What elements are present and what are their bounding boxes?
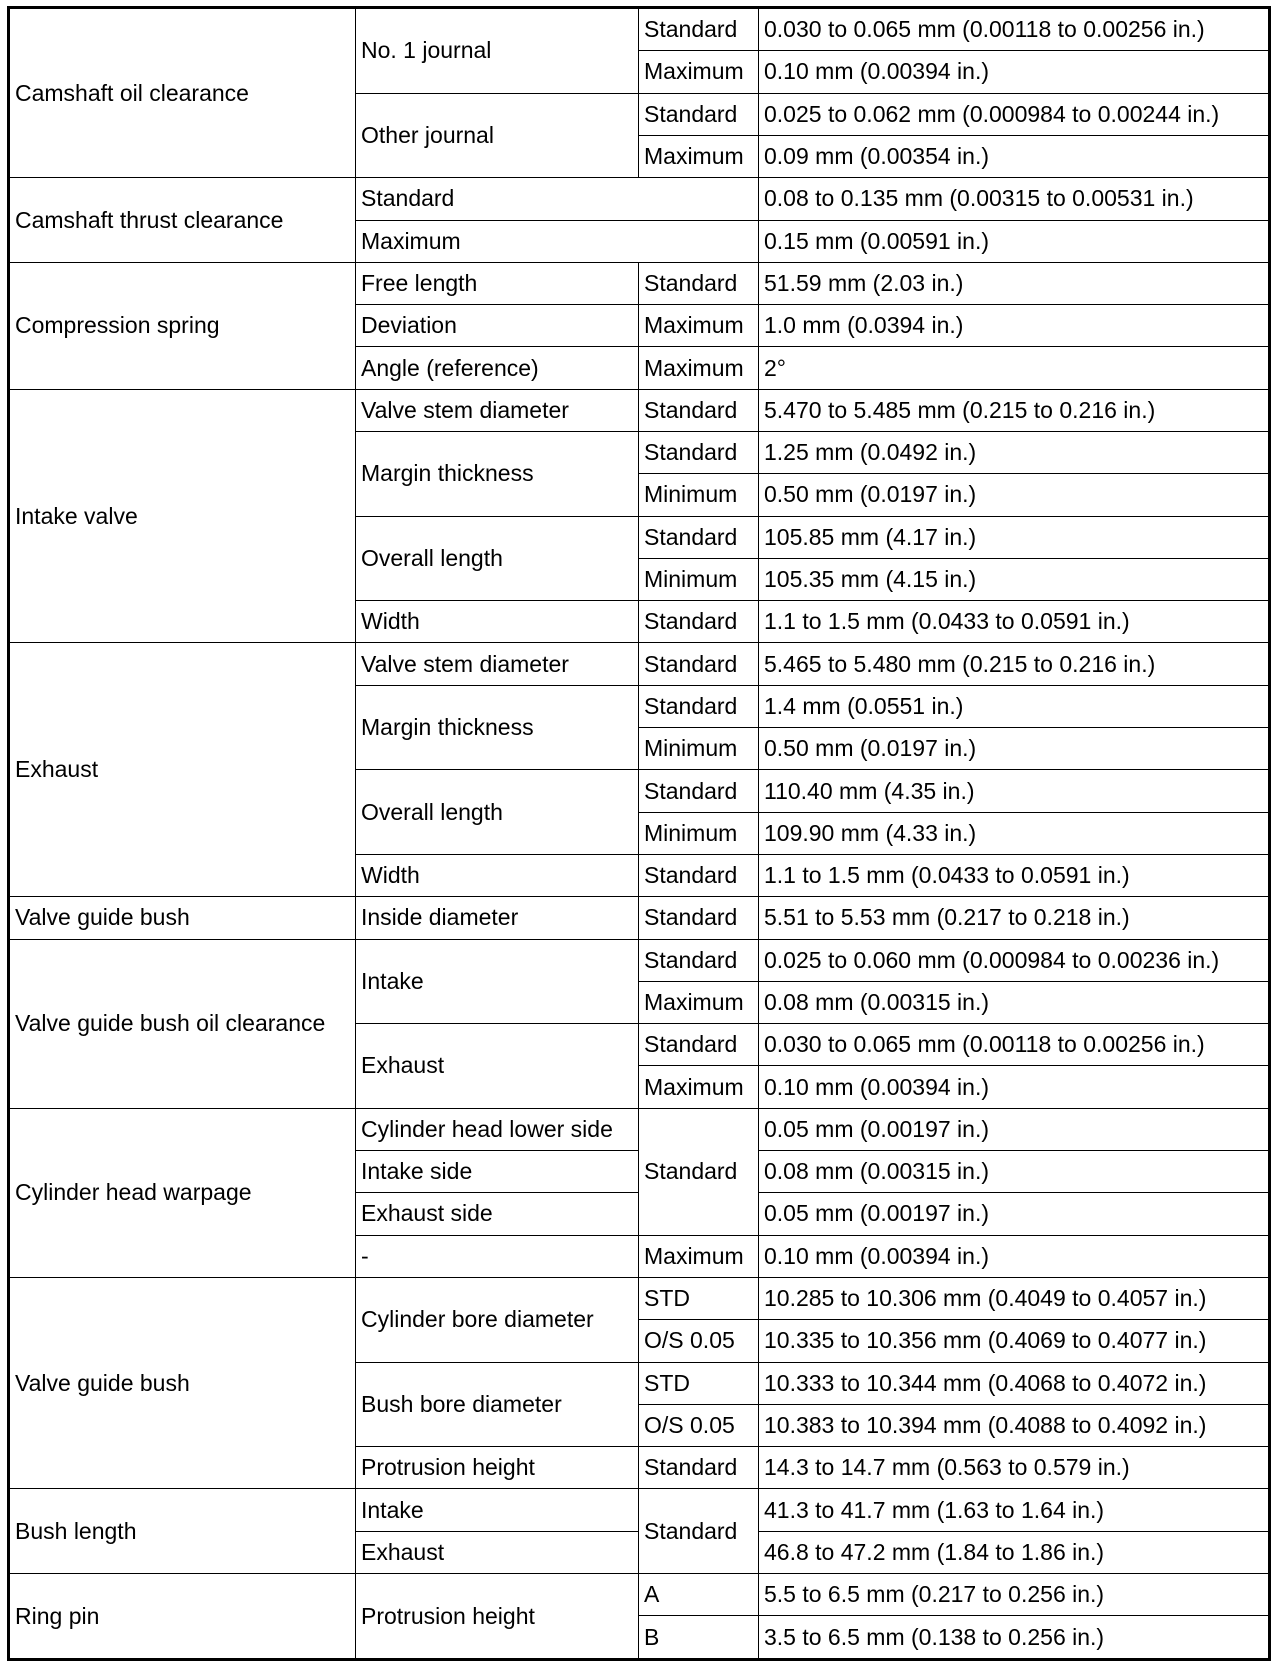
condition-cell: Standard	[639, 770, 759, 812]
value-cell: 0.08 mm (0.00315 in.)	[759, 981, 1270, 1023]
condition-cell: Maximum	[639, 1235, 759, 1277]
subitem-cell: Width	[356, 601, 639, 643]
value-cell: 0.08 mm (0.00315 in.)	[759, 1151, 1270, 1193]
value-cell: 0.025 to 0.060 mm (0.000984 to 0.00236 in.)	[759, 939, 1270, 981]
subitem-cell: -	[356, 1235, 639, 1277]
condition-cell: Standard	[639, 897, 759, 939]
condition-cell: Standard	[639, 939, 759, 981]
condition-cell: Standard	[639, 8, 759, 51]
value-cell: 14.3 to 14.7 mm (0.563 to 0.579 in.)	[759, 1447, 1270, 1489]
value-cell: 0.10 mm (0.00394 in.)	[759, 1066, 1270, 1108]
condition-cell: Standard	[639, 1024, 759, 1066]
subitem-cell: Cylinder head lower side	[356, 1108, 639, 1150]
subitem-cell: Exhaust side	[356, 1193, 639, 1235]
item-cell: Bush length	[9, 1489, 356, 1574]
table-row	[9, 8, 1270, 51]
condition-cell: Maximum	[639, 347, 759, 389]
condition-cell: Standard	[639, 262, 759, 304]
table-row	[9, 1277, 1270, 1319]
value-cell: 5.5 to 6.5 mm (0.217 to 0.256 in.)	[759, 1574, 1270, 1616]
value-cell: 109.90 mm (4.33 in.)	[759, 812, 1270, 854]
item-cell: Exhaust	[9, 643, 356, 897]
subitem-cell: Exhaust	[356, 1531, 639, 1573]
condition-cell: Standard	[639, 601, 759, 643]
subitem-cell: Intake side	[356, 1151, 639, 1193]
item-cell: Valve guide bush	[9, 1277, 356, 1488]
subitem-cell: Overall length	[356, 516, 639, 601]
value-cell: 0.05 mm (0.00197 in.)	[759, 1193, 1270, 1235]
value-cell: 0.10 mm (0.00394 in.)	[759, 1235, 1270, 1277]
condition-cell: Standard	[639, 516, 759, 558]
value-cell: 1.1 to 1.5 mm (0.0433 to 0.0591 in.)	[759, 854, 1270, 896]
spec-table	[7, 6, 1271, 1661]
condition-cell: Standard	[639, 643, 759, 685]
subitem-cell: Intake	[356, 1489, 639, 1531]
table-row	[9, 1574, 1270, 1616]
value-cell: 1.25 mm (0.0492 in.)	[759, 431, 1270, 473]
subitem-cell: Valve stem diameter	[356, 389, 639, 431]
condition-cell: O/S 0.05	[639, 1320, 759, 1362]
condition-cell: Maximum	[639, 305, 759, 347]
value-cell: 110.40 mm (4.35 in.)	[759, 770, 1270, 812]
item-cell: Valve guide bush	[9, 897, 356, 939]
condition-cell: O/S 0.05	[639, 1404, 759, 1446]
value-cell: 51.59 mm (2.03 in.)	[759, 262, 1270, 304]
table-row	[9, 643, 1270, 685]
item-cell: Camshaft thrust clearance	[9, 178, 356, 263]
subitem-cell: Protrusion height	[356, 1574, 639, 1660]
condition-cell: Standard	[639, 1447, 759, 1489]
value-cell: 0.09 mm (0.00354 in.)	[759, 135, 1270, 177]
value-cell: 0.50 mm (0.0197 in.)	[759, 474, 1270, 516]
value-cell: 41.3 to 41.7 mm (1.63 to 1.64 in.)	[759, 1489, 1270, 1531]
value-cell: 1.4 mm (0.0551 in.)	[759, 685, 1270, 727]
value-cell: 0.025 to 0.062 mm (0.000984 to 0.00244 in.)	[759, 93, 1270, 135]
subitem-cell: Other journal	[356, 93, 639, 178]
subitem-cell: Margin thickness	[356, 685, 639, 770]
subitem-cell: Bush bore diameter	[356, 1362, 639, 1447]
value-cell: 10.383 to 10.394 mm (0.4088 to 0.4092 in.)	[759, 1404, 1270, 1446]
condition-cell: Standard	[639, 93, 759, 135]
condition-cell: STD	[639, 1362, 759, 1404]
item-cell: Cylinder head warpage	[9, 1108, 356, 1277]
condition-cell: Standard	[639, 431, 759, 473]
value-cell: 1.1 to 1.5 mm (0.0433 to 0.0591 in.)	[759, 601, 1270, 643]
table-row	[9, 262, 1270, 304]
condition-cell: Maximum	[639, 1066, 759, 1108]
condition-cell: Minimum	[639, 474, 759, 516]
condition-cell: Minimum	[639, 728, 759, 770]
table-row	[9, 389, 1270, 431]
subitem-cell: Exhaust	[356, 1024, 639, 1109]
subitem-cell: Cylinder bore diameter	[356, 1277, 639, 1362]
table-row	[9, 1489, 1270, 1531]
condition-cell: Maximum	[356, 220, 759, 262]
value-cell: 105.85 mm (4.17 in.)	[759, 516, 1270, 558]
subitem-cell: Free length	[356, 262, 639, 304]
value-cell: 46.8 to 47.2 mm (1.84 to 1.86 in.)	[759, 1531, 1270, 1573]
table-row	[9, 178, 1270, 220]
subitem-cell: No. 1 journal	[356, 8, 639, 94]
condition-cell: Standard	[639, 685, 759, 727]
table-row	[9, 1108, 1270, 1150]
condition-cell: B	[639, 1616, 759, 1660]
condition-cell: Maximum	[639, 981, 759, 1023]
value-cell: 3.5 to 6.5 mm (0.138 to 0.256 in.)	[759, 1616, 1270, 1660]
condition-cell: STD	[639, 1277, 759, 1319]
condition-cell: Standard	[356, 178, 759, 220]
value-cell: 0.10 mm (0.00394 in.)	[759, 51, 1270, 93]
value-cell: 5.465 to 5.480 mm (0.215 to 0.216 in.)	[759, 643, 1270, 685]
condition-cell: Standard	[639, 1489, 759, 1574]
condition-cell: A	[639, 1574, 759, 1616]
condition-cell: Standard	[639, 854, 759, 896]
item-cell: Valve guide bush oil clearance	[9, 939, 356, 1108]
value-cell: 0.030 to 0.065 mm (0.00118 to 0.00256 in.)	[759, 1024, 1270, 1066]
subitem-cell: Overall length	[356, 770, 639, 855]
value-cell: 0.50 mm (0.0197 in.)	[759, 728, 1270, 770]
subitem-cell: Angle (reference)	[356, 347, 639, 389]
subitem-cell: Intake	[356, 939, 639, 1024]
value-cell: 0.05 mm (0.00197 in.)	[759, 1108, 1270, 1150]
value-cell: 10.333 to 10.344 mm (0.4068 to 0.4072 in.)	[759, 1362, 1270, 1404]
subitem-cell: Width	[356, 854, 639, 896]
condition-cell: Standard	[639, 389, 759, 431]
condition-cell: Maximum	[639, 135, 759, 177]
item-cell: Compression spring	[9, 262, 356, 389]
table-row	[9, 897, 1270, 939]
subitem-cell: Deviation	[356, 305, 639, 347]
condition-cell: Minimum	[639, 812, 759, 854]
value-cell: 1.0 mm (0.0394 in.)	[759, 305, 1270, 347]
condition-cell: Minimum	[639, 558, 759, 600]
value-cell: 105.35 mm (4.15 in.)	[759, 558, 1270, 600]
value-cell: 10.285 to 10.306 mm (0.4049 to 0.4057 in.)	[759, 1277, 1270, 1319]
condition-cell: Maximum	[639, 51, 759, 93]
condition-cell: Standard	[639, 1108, 759, 1235]
subitem-cell: Protrusion height	[356, 1447, 639, 1489]
subitem-cell: Margin thickness	[356, 431, 639, 516]
value-cell: 0.030 to 0.065 mm (0.00118 to 0.00256 in.)	[759, 8, 1270, 51]
value-cell: 0.15 mm (0.00591 in.)	[759, 220, 1270, 262]
value-cell: 0.08 to 0.135 mm (0.00315 to 0.00531 in.)	[759, 178, 1270, 220]
value-cell: 2°	[759, 347, 1270, 389]
value-cell: 5.470 to 5.485 mm (0.215 to 0.216 in.)	[759, 389, 1270, 431]
subitem-cell: Valve stem diameter	[356, 643, 639, 685]
table-row	[9, 939, 1270, 981]
item-cell: Camshaft oil clearance	[9, 8, 356, 178]
item-cell: Intake valve	[9, 389, 356, 643]
value-cell: 5.51 to 5.53 mm (0.217 to 0.218 in.)	[759, 897, 1270, 939]
subitem-cell: Inside diameter	[356, 897, 639, 939]
item-cell: Ring pin	[9, 1574, 356, 1660]
value-cell: 10.335 to 10.356 mm (0.4069 to 0.4077 in.)	[759, 1320, 1270, 1362]
